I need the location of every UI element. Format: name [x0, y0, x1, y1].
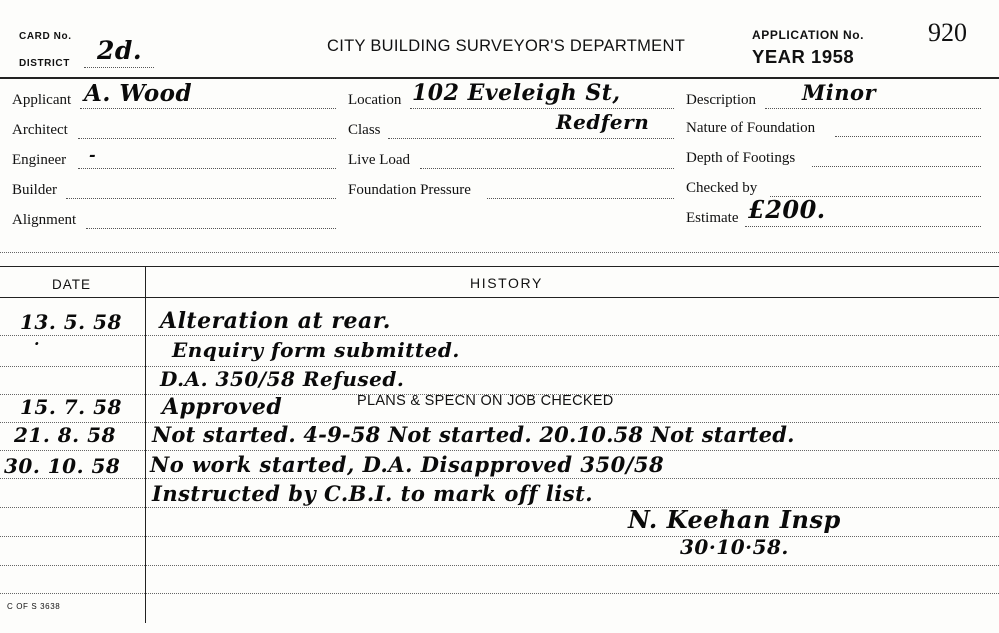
- estimate-value: £200.: [748, 195, 826, 224]
- history-entry: Approved: [162, 394, 283, 420]
- engineer-dots: [78, 168, 336, 169]
- live-load-dots: [420, 168, 674, 169]
- history-date: ·: [34, 334, 41, 353]
- applicant-value: A. Wood: [84, 80, 193, 107]
- nature-of-foundation-label: Nature of Foundation: [686, 120, 816, 136]
- history-entry: Instructed by C.B.I. to mark off list.: [152, 481, 594, 506]
- live-load-label: Live Load: [348, 152, 411, 168]
- application-number: 920: [928, 18, 967, 47]
- class-value: Redfern: [556, 110, 650, 134]
- ruled-line: [0, 507, 999, 508]
- year-label: YEAR 1958: [752, 46, 855, 67]
- ruled-line: [0, 450, 999, 451]
- ruled-line: [0, 593, 999, 594]
- ruled-line: [0, 366, 999, 367]
- foundation-pressure-dots: [487, 198, 674, 199]
- estimate-dots: [745, 226, 981, 227]
- date-column-divider: [145, 267, 146, 623]
- alignment-dots: [86, 228, 336, 229]
- signature-date: 30·10·58.: [680, 535, 789, 559]
- history-date: 21. 8. 58: [14, 423, 116, 447]
- inspector-signature: N. Keehan Insp: [628, 505, 841, 534]
- district-dots: [84, 67, 154, 68]
- history-entry: No work started, D.A. Disapproved 350/58: [150, 452, 665, 477]
- location-dots: [410, 108, 674, 109]
- foundation-pressure-label: Foundation Pressure: [348, 182, 471, 198]
- history-date: 13. 5. 58: [20, 310, 122, 334]
- application-no-label: APPLICATION No.: [752, 28, 865, 42]
- class-label: Class: [348, 122, 381, 138]
- engineer-value: -: [89, 145, 97, 164]
- form-code: C OF S 3638: [7, 602, 61, 611]
- estimate-label: Estimate: [686, 210, 739, 226]
- ruled-line: [0, 536, 999, 537]
- alignment-label: Alignment: [12, 212, 77, 228]
- ruled-line: [0, 565, 999, 566]
- engineer-label: Engineer: [12, 152, 67, 168]
- location-value: 102 Eveleigh St,: [412, 80, 621, 106]
- history-top-rule: [0, 266, 999, 267]
- checked-by-label: Checked by: [686, 180, 758, 196]
- department-title: CITY BUILDING SURVEYOR'S DEPARTMENT: [327, 37, 686, 55]
- ruled-line: [0, 478, 999, 479]
- history-date: 30. 10. 58: [4, 454, 121, 478]
- history-header-rule: [0, 297, 999, 298]
- nature-of-foundation-dots: [835, 136, 981, 137]
- ruled-line: [0, 335, 999, 336]
- description-dots: [765, 108, 981, 109]
- history-entry: Alteration at rear.: [160, 308, 391, 334]
- description-label: Description: [686, 92, 756, 108]
- district-value: 2d.: [97, 36, 143, 65]
- location-label: Location: [348, 92, 402, 108]
- card-no-label: CARD No.: [19, 31, 72, 42]
- history-entry: Enquiry form submitted.: [172, 338, 460, 362]
- depth-of-footings-label: Depth of Footings: [686, 150, 796, 166]
- history-date: 15. 7. 58: [20, 395, 122, 419]
- fields-bottom-dotted-rule: [0, 252, 999, 253]
- district-label: DISTRICT: [19, 58, 70, 69]
- history-header: HISTORY: [470, 275, 543, 291]
- builder-label: Builder: [12, 182, 57, 198]
- date-header: DATE: [52, 277, 92, 292]
- architect-dots: [78, 138, 336, 139]
- architect-label: Architect: [12, 122, 68, 138]
- history-entry: Not started. 4-9-58 Not started. 20.10.58 Not started.: [152, 422, 795, 447]
- applicant-label: Applicant: [12, 92, 72, 108]
- header-rule: [0, 77, 999, 79]
- class-dots: [388, 138, 674, 139]
- plans-checked-stamp: PLANS & SPECN ON JOB CHECKED: [357, 393, 614, 409]
- description-value: Minor: [802, 80, 877, 105]
- depth-of-footings-dots: [812, 166, 981, 167]
- builder-dots: [66, 198, 336, 199]
- applicant-dots: [80, 108, 336, 109]
- history-entry: D.A. 350/58 Refused.: [160, 367, 405, 391]
